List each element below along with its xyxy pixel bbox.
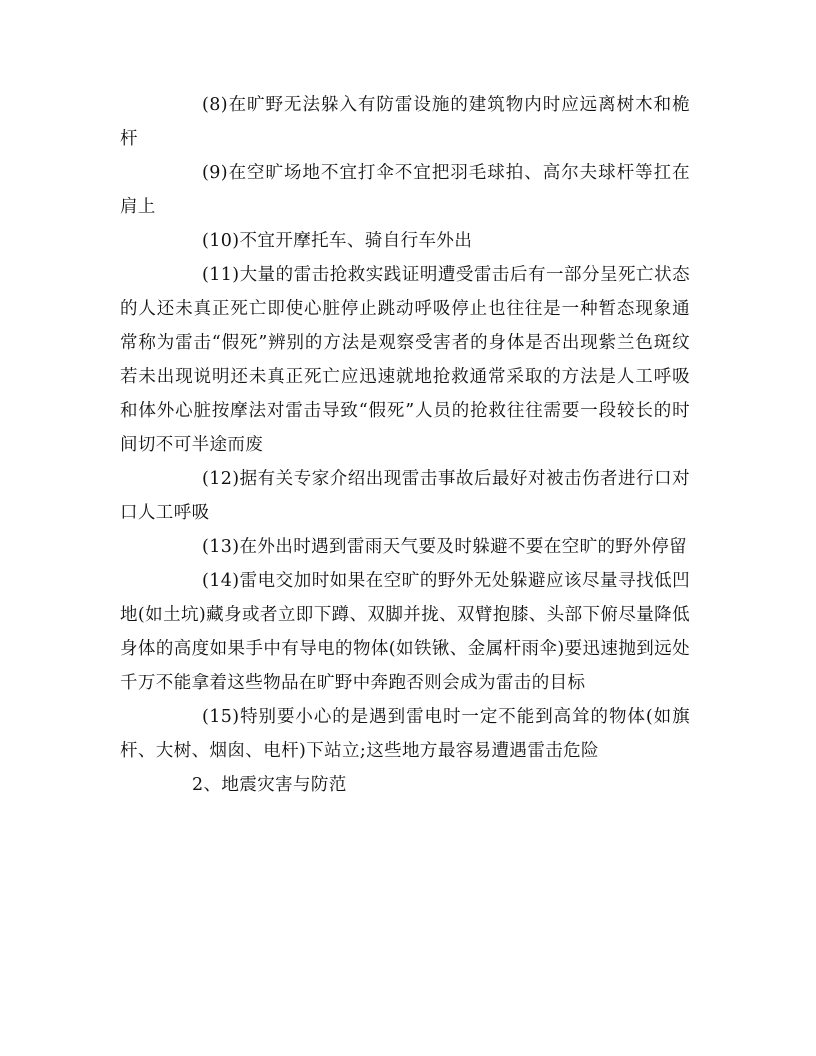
paragraph-13: (13)在外出时遇到雷雨天气要及时躲避不要在空旷的野外停留	[202, 537, 688, 557]
section-heading: 2、地震灾害与防范	[192, 775, 347, 795]
paragraph-12: (12)据有关专家介绍出现雷击事故后最好对被击伤者进行口对口人工呼吸	[120, 469, 690, 523]
paragraph-14: (14)雷电交加时如果在空旷的野外无处躲避应该尽量寻找低凹地(如土坑)藏身或者立即下蹲、双脚并拢、双臂抱膝、头部下俯尽量降低身体的高度如果手中有导电的物体(如铁锹、金属杆雨伞)要迅速抛到远处千万不能拿着这些物品在旷野中奔跑否则会成为雷击的目标	[120, 571, 690, 693]
body-text	[120, 88, 690, 802]
paragraph-10: (10)不宜开摩托车、骑自行车外出	[202, 231, 473, 251]
paragraph-15: (15)特别要小心的是遇到雷电时一定不能到高耸的物体(如旗杆、大树、烟囱、电杆)下站立;这些地方最容易遭遇雷击危险	[120, 707, 690, 761]
paragraph-9: (9)在空旷场地不宜打伞不宜把羽毛球拍、高尔夫球杆等扛在肩上	[120, 163, 690, 217]
paragraph-11: (11)大量的雷击抢救实践证明遭受雷击后有一部分呈死亡状态的人还未真正死亡即使心脏停止跳动呼吸停止也往往是一种暂态现象通常称为雷击“假死”辨别的方法是观察受害者的身体是否出现紫兰色斑纹若未出现说明还未真正死亡应迅速就地抢救通常采取的方法是人工呼吸和体外心脏按摩法对雷击导致“假死”人员的抢救往往需要一段较长的时间切不可半途而废	[120, 265, 690, 455]
paragraph-8: (8)在旷野无法躲入有防雷设施的建筑物内时应远离树木和桅杆	[120, 95, 690, 149]
